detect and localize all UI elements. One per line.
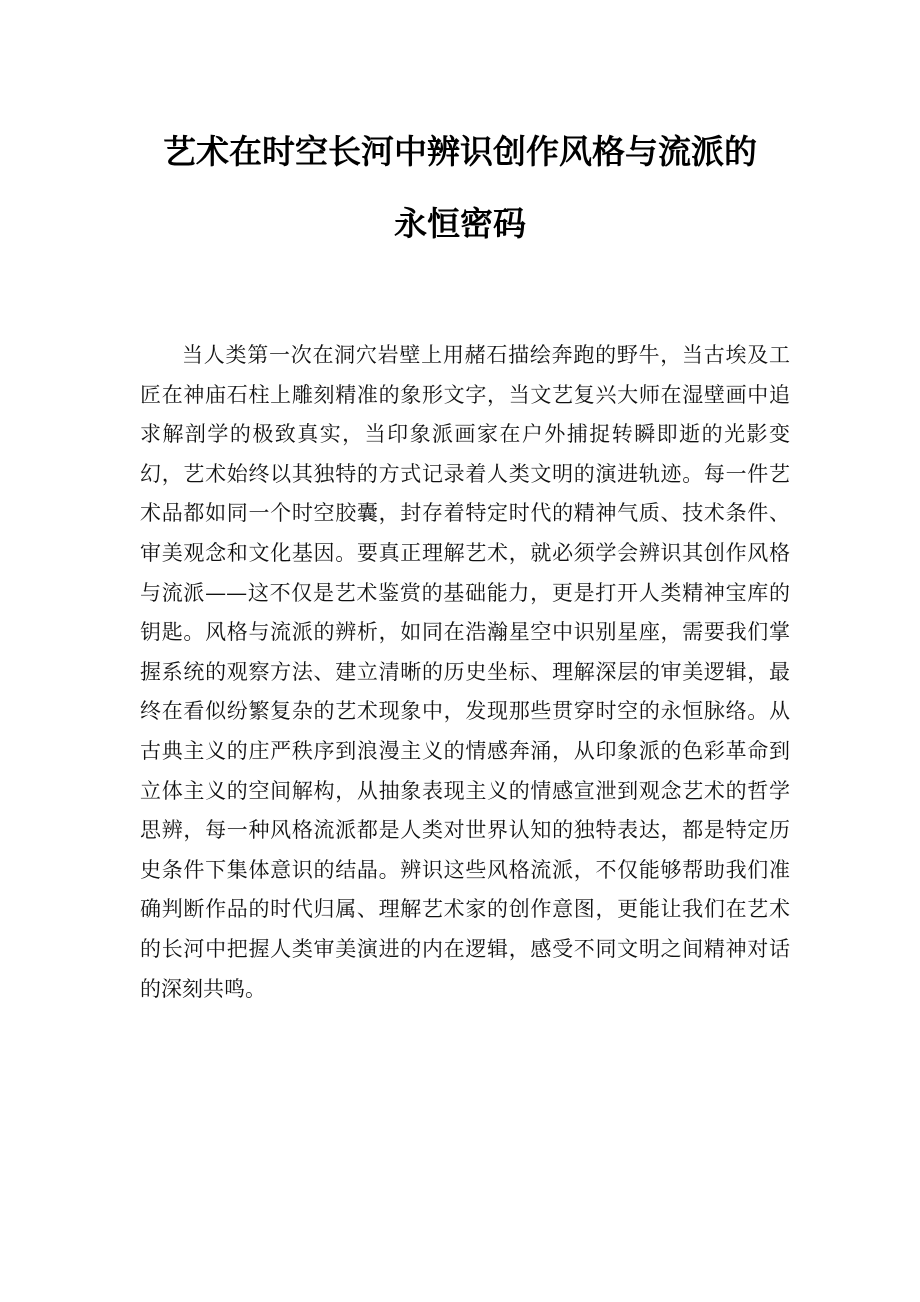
document-title-line-1: 艺术在时空长河中辨识创作风格与流派的 bbox=[163, 132, 757, 171]
body-paragraph: 当人类第一次在洞穴岩壁上用赭石描绘奔跑的野牛，当古埃及工匠在神庙石柱上雕刻精准的象形文字，当文艺复兴大师在湿壁画中追求解剖学的极致真实，当印象派画家在户外捕捉转瞬即逝的光影变幻，艺术始终以其独特的方式记录着人类文明的演进轨迹。每一件艺术品都如同一个时空胶囊，封存着特定时代的精神气质、技术条件、审美观念和文化基因。要真正理解艺术，就必须学会辨识其创作风格与流派——这不仅是艺术鉴赏的基础能力，更是打开人类精神宝库的钥匙。风格与流派的辨析，如同在浩瀚星空中识别星座，需要我们掌握系统的观察方法、建立清晰的历史坐标、理解深层的审美逻辑，最终在看似纷繁复杂的艺术现象中，发现那些贯穿时空的永恒脉络。从古典主义的庄严秩序到浪漫主义的情感奔涌，从印象派的色彩革命到立体主义的空间解构，从抽象表现主义的情感宣泄到观念艺术的哲学思辨，每一种风格流派都是人类对世界认知的独特表达，都是特定历史条件下集体意识的结晶。辨识这些风格流派，不仅能够帮助我们准确判断作品的时代归属、理解艺术家的创作意图，更能让我们在艺术的长河中把握人类审美演进的内在逻辑，感受不同文明之间精神对话的深刻共鸣。 bbox=[140, 343, 790, 1001]
document-title-line-2: 永恒密码 bbox=[394, 204, 526, 243]
